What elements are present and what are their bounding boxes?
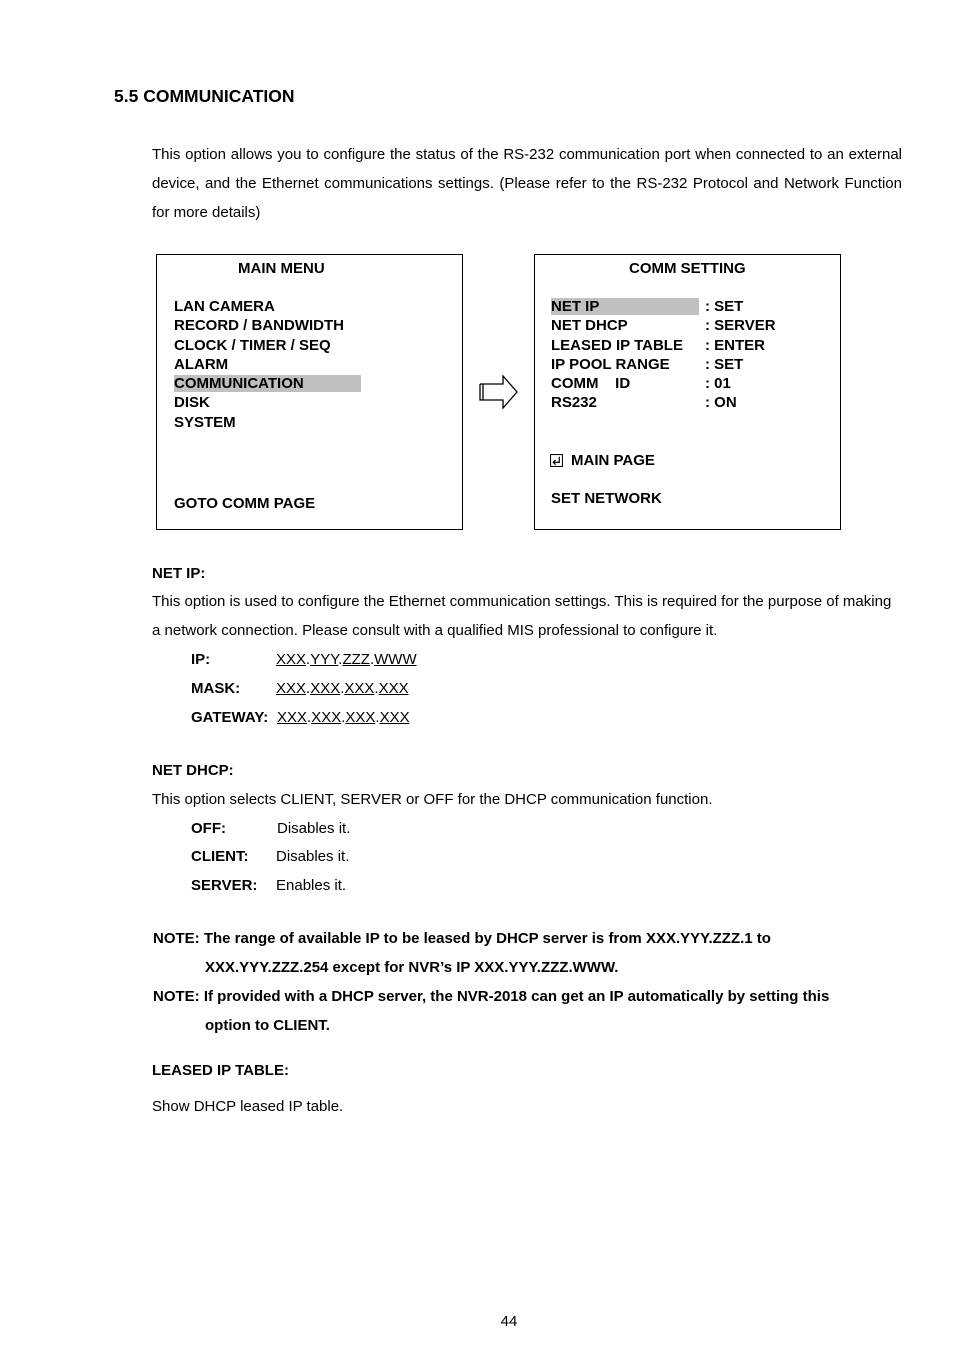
main-menu-item-lan-camera[interactable]: LAN CAMERA [174, 298, 275, 315]
comm-row-net-dhcp-label[interactable]: NET DHCP [551, 317, 628, 334]
note-1-line-1: NOTE: The range of available IP to be leased by DHCP server is from XXX.YYY.ZZZ.1 to [153, 930, 771, 947]
main-menu-panel [156, 254, 463, 530]
dhcp-server-label: SERVER: [191, 877, 258, 894]
comm-row-leased-ip-value: : ENTER [705, 337, 765, 354]
note-1-line-2: XXX.YYY.ZZZ.254 except for NVR’s IP XXX.YYY.ZZZ.WWW. [205, 959, 619, 976]
comm-row-rs232-label[interactable]: RS232 [551, 394, 597, 411]
ip-part: WWW [374, 651, 417, 668]
net-ip-heading: NET IP: [152, 565, 206, 582]
note-2-line-2: option to CLIENT. [205, 1017, 330, 1034]
intro-paragraph: This option allows you to configure the status of the RS-232 communication port when connected to an external device, and the Ethernet communications settings. (Please refer to the RS-232 Protocol and Network Function for more details) [152, 146, 902, 221]
comm-row-net-dhcp-value: : SERVER [705, 317, 776, 334]
gateway-part: XXX [311, 709, 342, 726]
main-page-item[interactable]: MAIN PAGE [571, 452, 655, 469]
note-2-line-1: NOTE: If provided with a DHCP server, the NVR-2018 can get an IP automatically by setting this [153, 988, 830, 1005]
dhcp-client-label: CLIENT: [191, 848, 249, 865]
section-title: 5.5 COMMUNICATION [114, 86, 295, 106]
main-menu-item-communication[interactable]: COMMUNICATION [174, 375, 361, 392]
gateway-part: XXX [277, 709, 308, 726]
dhcp-server-value: Enables it. [276, 877, 347, 894]
dhcp-off-value: Disables it. [277, 820, 351, 837]
mask-part: XXX [310, 680, 341, 697]
goto-comm-page-item[interactable]: GOTO COMM PAGE [174, 495, 316, 512]
net-ip-description: This option is used to configure the Ethernet communication settings. This is required for the purpose of making a network connection. Please consult with a qualified MIS professional to configure it. [152, 593, 892, 639]
mask-part: XXX [344, 680, 375, 697]
right-arrow-icon [479, 375, 519, 409]
set-network-item[interactable]: SET NETWORK [551, 490, 662, 507]
leased-ip-heading: LEASED IP TABLE: [152, 1062, 289, 1079]
comm-row-rs232-value: : ON [705, 394, 737, 411]
main-menu-item-disk[interactable]: DISK [174, 394, 210, 411]
ip-part: YYY [310, 651, 339, 668]
net-dhcp-description: This option selects CLIENT, SERVER or OFF for the DHCP communication function. [152, 791, 713, 808]
main-menu-item-alarm[interactable]: ALARM [174, 356, 229, 373]
return-icon[interactable] [550, 454, 563, 467]
ip-part: ZZZ [342, 651, 370, 668]
mask-part: XXX [276, 680, 307, 697]
dhcp-client-value: Disables it. [276, 848, 350, 865]
dhcp-off-label: OFF: [191, 820, 226, 837]
main-menu-title: MAIN MENU [238, 260, 325, 277]
mask-part: XXX [378, 680, 409, 697]
gateway-value: XXX.XXX.XXX.XXX [277, 709, 410, 726]
leased-ip-description: Show DHCP leased IP table. [152, 1098, 344, 1115]
mask-label: MASK: [191, 680, 241, 697]
gateway-part: XXX [345, 709, 376, 726]
main-menu-item-record-bandwidth[interactable]: RECORD / BANDWIDTH [174, 317, 344, 334]
comm-setting-panel [534, 254, 841, 530]
comm-row-ip-pool-label[interactable]: IP POOL RANGE [551, 356, 670, 373]
ip-label: IP: [191, 651, 211, 668]
mask-value: XXX.XXX.XXX.XXX [276, 680, 409, 697]
comm-row-leased-ip-label[interactable]: LEASED IP TABLE [551, 337, 683, 354]
comm-row-comm-id-label[interactable]: COMM ID [551, 375, 631, 392]
comm-setting-title: COMM SETTING [629, 260, 746, 277]
net-dhcp-heading: NET DHCP: [152, 762, 234, 779]
comm-row-net-ip-value: : SET [705, 298, 744, 315]
comm-row-ip-pool-value: : SET [705, 356, 744, 373]
gateway-part: XXX [379, 709, 410, 726]
comm-row-net-ip-label[interactable]: NET IP [551, 298, 699, 315]
page-number: 44 [500, 1313, 518, 1330]
gateway-label: GATEWAY: [191, 709, 269, 726]
comm-row-comm-id-value: : 01 [705, 375, 731, 392]
main-menu-item-system[interactable]: SYSTEM [174, 414, 236, 431]
ip-value: XXX.YYY.ZZZ.WWW [276, 651, 417, 668]
ip-part: XXX [276, 651, 307, 668]
main-menu-item-clock-timer-seq[interactable]: CLOCK / TIMER / SEQ [174, 337, 331, 354]
